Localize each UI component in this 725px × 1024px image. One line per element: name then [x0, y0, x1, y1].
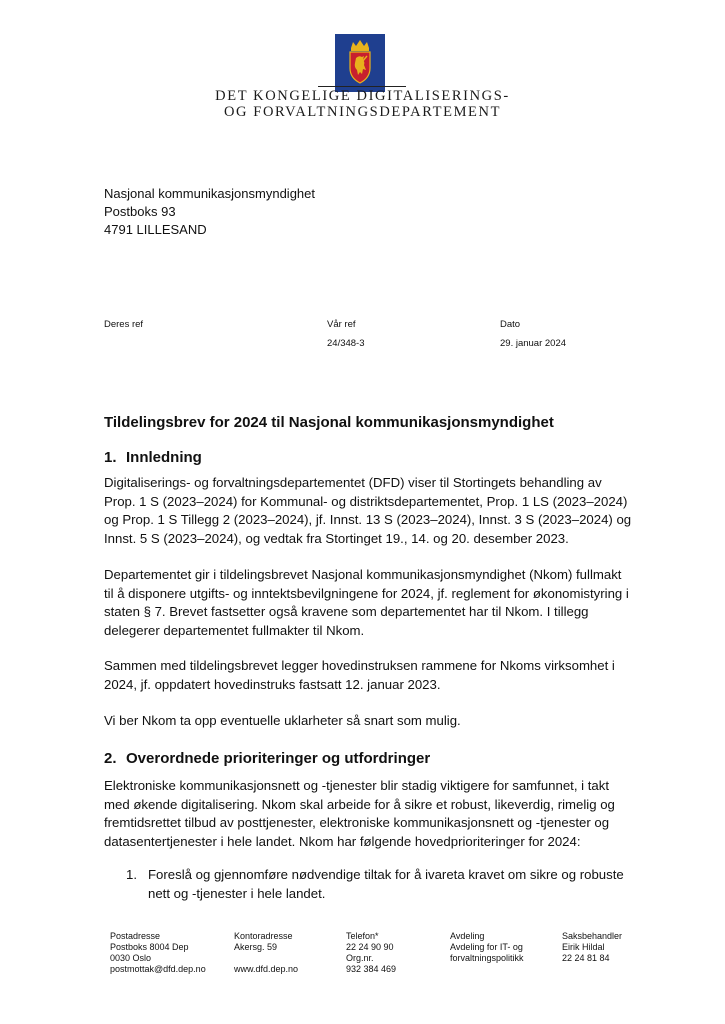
- var-ref-value: 24/348-3: [327, 338, 365, 349]
- footer-label: Avdeling: [450, 931, 485, 941]
- paragraph: Elektroniske kommunikasjonsnett og -tjenester blir stadig viktigere for samfunnet, i takt med økende digitalisering. Nkom skal arbeide for å sikre et robust, likeverdig, rimelig og fremtidsrettet tilbud av posttjenester, elektroniske kommunikasjonsnett og -tjenester og datasentertjenester i hele landet. Nkom har følgende hovedprioriteringer for 2024:: [104, 778, 615, 849]
- var-ref-label: Vår ref: [327, 319, 356, 330]
- department-name-line-2: OG FORVALTNINGSDEPARTEMENT: [223, 104, 502, 120]
- coat-of-arms-icon: [335, 34, 385, 92]
- footer-website: www.dfd.dep.no: [234, 964, 299, 974]
- footer-email: postmottak@dfd.dep.no: [110, 964, 206, 974]
- recipient-postcode-city: 4791 LILLESAND: [104, 222, 207, 237]
- section-number: 2.: [104, 750, 117, 767]
- footer-label: Saksbehandler: [562, 931, 623, 941]
- recipient-name: Nasjonal kommunikasjonsmyndighet: [104, 186, 315, 201]
- footer-kontoradresse: [234, 931, 298, 975]
- footer-saksbehandler: [562, 931, 622, 964]
- footer-value: 22 24 90 90: [346, 942, 394, 952]
- footer-label: Postadresse: [110, 931, 161, 941]
- footer-value: Postboks 8004 Dep: [110, 942, 189, 952]
- date-value: 29. januar 2024: [500, 338, 567, 349]
- section-heading: [104, 750, 430, 767]
- footer-avdeling: [450, 931, 524, 964]
- footer-label: Telefon*: [346, 931, 379, 941]
- document-title: Tildelingsbrev for 2024 til Nasjonal kommunikasjonsmyndighet: [104, 414, 554, 431]
- date-label: Dato: [500, 319, 521, 330]
- footer-value: 0030 Oslo: [110, 953, 152, 963]
- footer-value: 932 384 469: [346, 964, 397, 974]
- footer-value: Avdeling for IT- og: [450, 942, 523, 952]
- footer-telefon: [346, 931, 396, 975]
- department-name-line-1: DET KONGELIGE DIGITALISERINGS-: [215, 88, 510, 104]
- paragraph: Departementet gir i tildelingsbrevet Nasjonal kommunikasjonsmyndighet (Nkom) fullmakt til å disponere utgifts- og inntektsbevilgningene for 2024, jf. reglement for økonomistyring i staten § 7. Brevet fastsetter også kravene som departementet har til Nkom. I tillegg delegerer departementet fullmakter til Nkom.: [104, 567, 629, 638]
- section-number: 1.: [104, 449, 117, 466]
- paragraph: Vi ber Nkom ta opp eventuelle uklarheter så snart som mulig.: [104, 713, 461, 728]
- list-item-text: Foreslå og gjennomføre nødvendige tiltak for å ivareta kravet om sikre og robuste nett og -tjenester i hele landet.: [148, 867, 624, 901]
- list-item-number: 1.: [126, 867, 137, 882]
- paragraph: Digitaliserings- og forvaltningsdepartementet (DFD) viser til Stortingets behandling av Prop. 1 S (2023–2024) for Kommunal- og distriktsdepartementet, Prop. 1 LS (2023–2024) og Prop. 1 S Tillegg 2 (2023–2024), jf. Innst. 13 S (2023–2024), Innst. 3 S (2023–2024) og Innst. 5 S (2023–2024), og vedtak fra Stortinget 19., 14. og 20. desember 2023.: [104, 475, 632, 546]
- footer-value: Org.nr.: [346, 953, 374, 963]
- footer-label: Kontoradresse: [234, 931, 293, 941]
- footer-value: Akersg. 59: [234, 942, 278, 952]
- section-heading: [104, 449, 202, 466]
- footer-value: forvaltningspolitikk: [450, 953, 524, 963]
- paragraph: Sammen med tildelingsbrevet legger hovedinstruksen rammene for Nkoms virksomhet i 2024, jf. oppdatert hovedinstruks fastsatt 12. januar 2023.: [104, 658, 615, 692]
- footer-value: [234, 953, 298, 964]
- recipient-address: Postboks 93: [104, 204, 176, 219]
- footer-value: Eirik Hildal: [562, 942, 605, 952]
- section-title: Innledning: [126, 449, 202, 466]
- section-title: Overordnede prioriteringer og utfordringer: [126, 750, 431, 767]
- footer-postadresse: [110, 931, 206, 975]
- footer-value: 22 24 81 84: [562, 953, 610, 963]
- list-item: [126, 866, 636, 903]
- letterhead-rule: [318, 86, 406, 87]
- deres-ref-label: Deres ref: [104, 319, 144, 330]
